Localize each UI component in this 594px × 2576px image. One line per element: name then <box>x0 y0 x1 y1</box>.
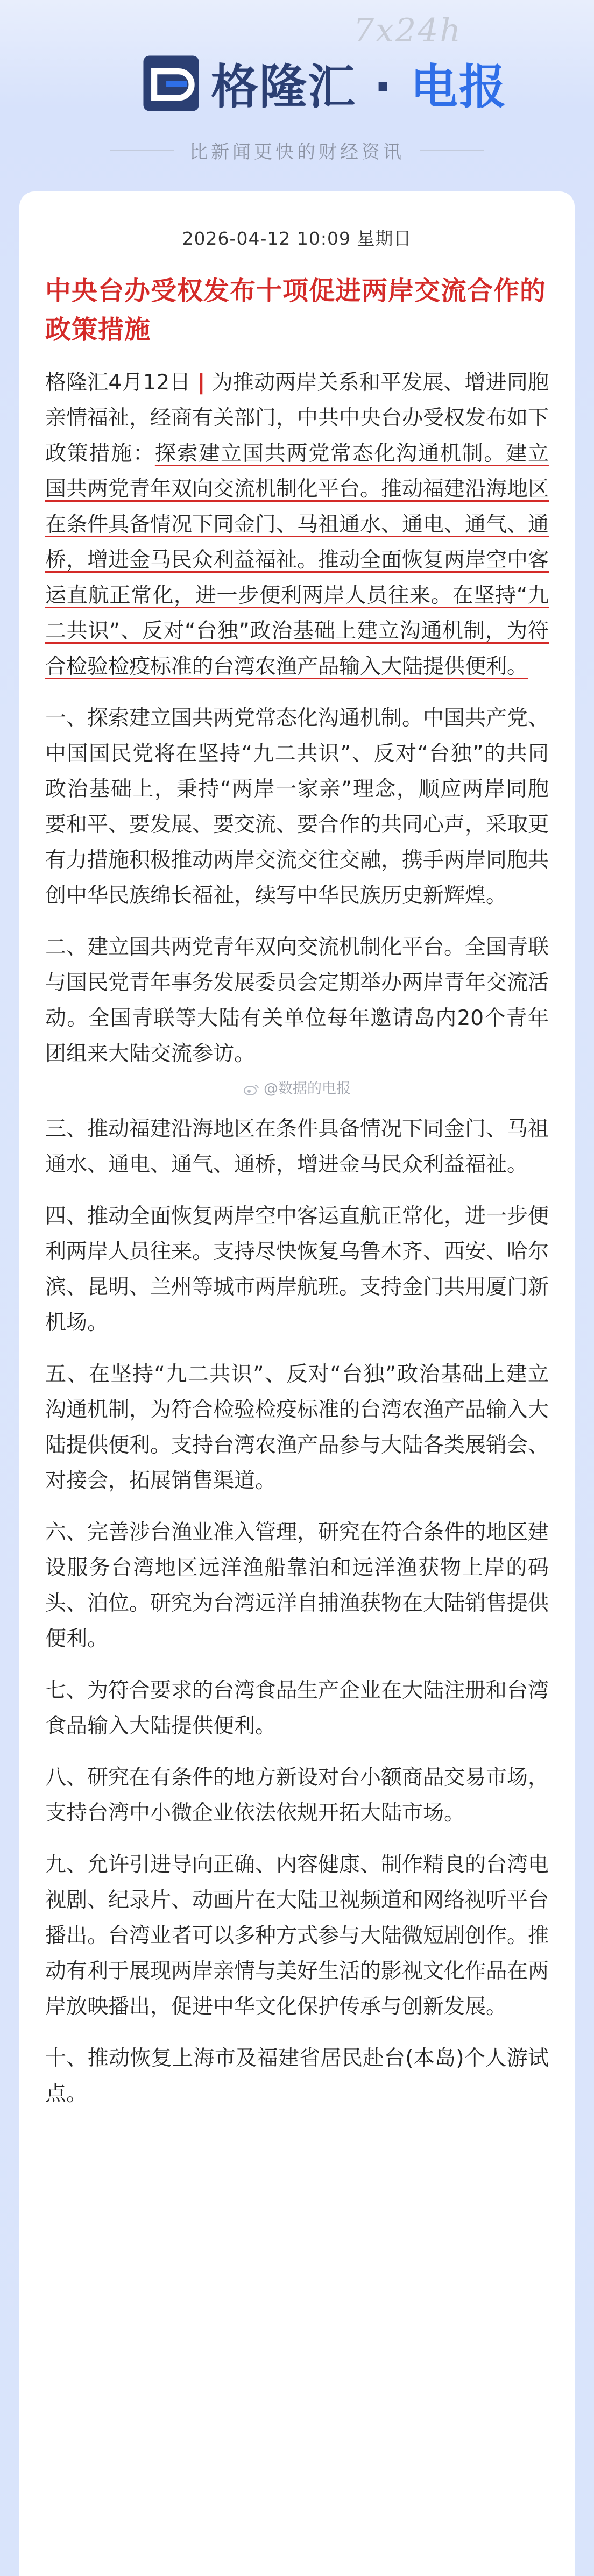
policy-item-3: 三、推动福建沿海地区在条件具备情况下同金门、马祖通水、通电、通气、通桥，增进金马民众利益福祉。 <box>45 1117 549 1177</box>
brand-main: 格隆汇 <box>211 59 357 115</box>
bottom-fade <box>19 2495 575 2576</box>
slogan: 比新闻更快的财经资讯 <box>189 141 405 163</box>
brand-dot: · <box>373 59 393 115</box>
policy-item-10: 十、推动恢复上海市及福建省居民赴台(本岛)个人游试点。 <box>45 2046 549 2106</box>
policy-item-4: 四、推动全面恢复两岸空中客运直航正常化，进一步便利两岸人员往来。支持尽快恢复乌鲁木齐、西安、哈尔滨、昆明、兰州等城市两岸航班。支持金门共用厦门新机场。 <box>45 1204 549 1335</box>
article-datetime: 2026-04-12 10:09 星期日 <box>182 228 412 249</box>
policy-item-2: 二、建立国共两党青年双向交流机制化平台。全国青联与国民党青年事务发展委员会定期举办两岸青年交流活动。全国青联等大陆有关单位每年邀请岛内20个青年团组来大陆交流参访。 <box>45 935 549 1066</box>
lead-plain: 为推动两岸关系和平发展、增进同胞亲情福祉，经商有关部门，中共中央台办受权发布如下政策措施： <box>45 371 549 466</box>
weibo-watermark <box>45 1079 549 1099</box>
lead-prefix: 格隆汇4月12日 <box>45 371 191 395</box>
header <box>0 0 594 177</box>
brand-accent: 电报 <box>410 59 507 115</box>
weibo-icon <box>243 1083 259 1096</box>
policy-item-7: 七、为符合要求的台湾食品生产企业在大陆注册和台湾食品输入大陆提供便利。 <box>45 1678 549 1738</box>
policy-item-1: 一、探索建立国共两党常态化沟通机制。中国共产党、中国国民党将在坚持“九二共识”、反对“台独”的共同政治基础上，秉持“两岸一家亲”理念，顺应两岸同胞要和平、要发展、要交流、要合作的共同心声，采取更有力措施积极推动两岸交流交往交融，携手两岸同胞共创中华民族绵长福祉，续写中华民族历史新辉煌。 <box>45 706 549 908</box>
lead-separator: | <box>197 371 206 395</box>
slogan-divider-left <box>110 150 174 151</box>
brand-logo-icon <box>141 53 201 113</box>
brand-logo <box>141 46 507 121</box>
slogan-divider-right <box>420 150 484 151</box>
article-title: 中央台办受权发布十项促进两岸交流合作的政策措施 <box>45 276 547 345</box>
policy-item-5: 五、在坚持“九二共识”、反对“台独”政治基础上建立沟通机制，为符合检验检疫标准的台湾农渔产品输入大陆提供便利。支持台湾农渔产品参与大陆各类展销会、对接会，拓展销售渠道。 <box>45 1362 549 1493</box>
brand-name <box>211 49 507 117</box>
policy-item-8: 八、研究在有条件的地方新设对台小额商品交易市场，支持台湾中小微企业依法依规开拓大陆市场。 <box>45 1766 549 1825</box>
article-lead <box>45 365 549 685</box>
weibo-handle: @数据的电报 <box>264 1080 351 1097</box>
lead-highlight: 探索建立国共两党常态化沟通机制。建立国共两党青年双向交流机制化平台。推动福建沿海地区在条件具备情况下同金门、马祖通水、通电、通气、通桥，增进金马民众利益福祉。推动全面恢复两岸空中客运直航正常化，进一步便利两岸人员往来。在坚持“九二共识”、反对“台独”政治基础上建立沟通机制，为符合检验检疫标准的台湾农渔产品输入大陆提供便利。 <box>45 442 549 679</box>
policy-item-9: 九、允许引进导向正确、内容健康、制作精良的台湾电视剧、纪录片、动画片在大陆卫视频道和网络视听平台播出。台湾业者可以多种方式参与大陆微短剧创作。推动有利于展现两岸亲情与美好生活的影视文化作品在两岸放映播出，促进中华文化保护传承与创新发展。 <box>45 1853 549 2019</box>
article-card <box>19 191 575 2576</box>
watermark: 7x24h <box>353 12 462 49</box>
slogan-row <box>0 137 594 163</box>
policy-item-6: 六、完善涉台渔业准入管理，研究在符合条件的地区建设服务台湾地区远洋渔船靠泊和远洋渔获物上岸的码头、泊位。研究为台湾远洋自捕渔获物在大陆销售提供便利。 <box>45 1520 549 1651</box>
